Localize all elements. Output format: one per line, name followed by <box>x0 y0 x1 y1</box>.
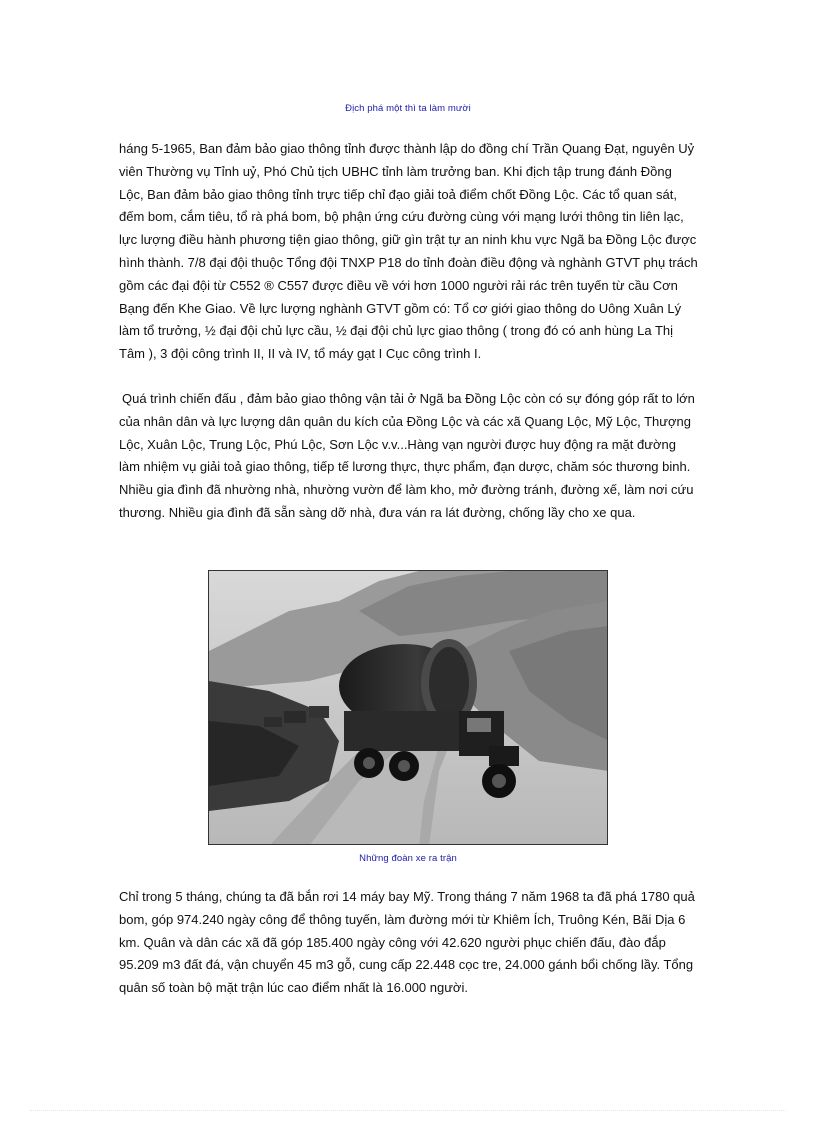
paragraph-1: háng 5-1965, Ban đảm bảo giao thông tỉnh được thành lập do đồng chí Trần Quang Đạt, nguyên Uỷ viên Thường vụ Tỉnh uỷ, Phó Chủ tịch UBHC tỉnh làm trưởng ban. Khi địch tập trung đánh Đồng Lộc, Ban đảm bảo giao thông tỉnh trực tiếp chỉ đạo giải toả điểm chốt Đồng Lộc. Các tổ quan sát, đếm bom, cắm tiêu, tổ rà phá bom, bộ phận ứng cứu đường cùng với mạng lưới thông tin liên lạc, lực lượng điều hành phương tiện giao thông, giữ gìn trật tự an ninh khu vực Ngã ba Đồng Lộc được hình thành. 7/8 đại đội thuộc Tổng đội TNXP P18 do tỉnh đoàn điều động và nghành GTVT phụ trách gồm các đại đội từ C552 ® C557 được điều về với hơn 1000 người rải rác trên tuyến từ cầu Cơn Bạng đến Khe Giao. Về lực lượng nghành GTVT gồm có: Tổ cơ giới giao thông do Uông Xuân Lý làm tổ trưởng, ½ đại đội chủ lực cầu, ½ đại đội chủ lực giao thông ( trong đó có anh hùng La Thị Tâm ), 3 đội công trình II, II và IV, tổ máy gạt I Cục công trình I. <box>119 141 698 362</box>
convoy-photo <box>208 570 608 845</box>
paragraph-2: Quá trình chiến đấu , đảm bảo giao thông vận tải ở Ngã ba Đồng Lộc còn có sự đóng góp rất to lớn của nhân dân và lực lượng dân quân du kích của Đồng Lộc và các xã Quang Lộc, Mỹ Lộc, Thượng Lộc, Xuân Lộc, Trung Lộc, Phú Lộc, Sơn Lộc v.v...Hàng vạn người được huy động ra mặt đường làm nhiệm vụ giải toả giao thông, tiếp tế lương thực, thực phẩm, đạn dược, chăm sóc thương binh. Nhiều gia đình đã nhường nhà, nhường vườn để làm kho, mở đường tránh, đường xế, làm nơi cứu thương. Nhiều gia đình đã sẵn sàng dỡ nhà, đưa ván ra lát đường, chống lầy cho xe qua. <box>119 391 695 520</box>
photo-caption: Những đoàn xe ra trận <box>359 853 457 864</box>
paragraph-3: Chỉ trong 5 tháng, chúng ta đã bắn rơi 14 máy bay Mỹ. Trong tháng 7 năm 1968 ta đã phá 1780 quả bom, góp 974.240 ngày công để thông tuyến, làm đường mới từ Khiêm Ích, Truông Kén, Bãi Dịa 6 km. Quân và dân các xã đã góp 185.400 ngày công với 42.620 người phục chiến đấu, đào đắp 95.209 m3 đất đá, vận chuyển 45 m3 gỗ, cung cấp 22.448 cọc tre, 24.000 gánh bổi chống lầy. Tổng quân số toàn bộ mặt trận lúc cao điểm nhất là 16.000 người. <box>119 889 695 996</box>
page-bottom-divider <box>30 1110 786 1111</box>
header-caption: Địch phá một thì ta làm mười <box>345 103 471 114</box>
